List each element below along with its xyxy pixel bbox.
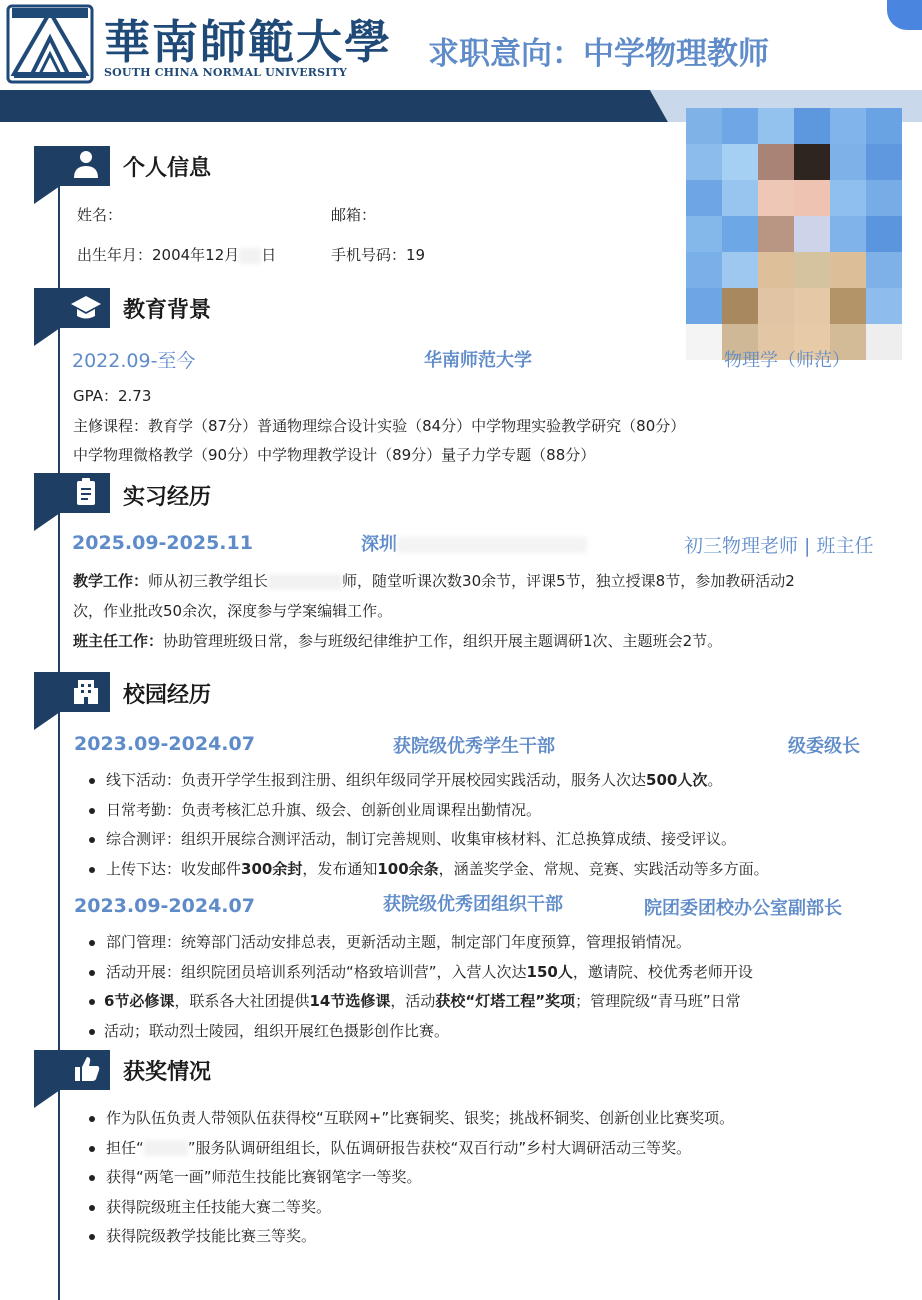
- campus-item1-role: 级委级长: [788, 736, 860, 757]
- list-item: 上传下达：收发邮件300余封，发布通知100余条，涵盖奖学金、常规、竞赛、实践活动等多方面。: [86, 855, 769, 885]
- photo-pixel: [866, 180, 902, 216]
- email-label: 邮箱：: [331, 206, 377, 224]
- photo-pixel: [758, 216, 794, 252]
- photo-pixel: [830, 288, 866, 324]
- list-item-continuation: 6节必修课，联系各大社团提供14节选修课，活动获校“灯塔工程”奖项；管理院级“青马班”日常: [86, 987, 753, 1017]
- campus-item1-date: 2023.09-2024.07: [74, 733, 255, 755]
- phone-number: 手机号码：19: [331, 246, 426, 264]
- redacted-region: [268, 574, 342, 590]
- photo-pixel: [722, 216, 758, 252]
- list-item: 获得院级班主任技能大赛二等奖。: [86, 1193, 734, 1223]
- photo-pixel: [794, 216, 830, 252]
- campus-item2-role: 院团委团校办公室副部长: [644, 898, 842, 919]
- clipboard-icon: [77, 478, 95, 505]
- photo-pixel: [866, 288, 902, 324]
- photo-pixel: [758, 288, 794, 324]
- profile-photo: [686, 108, 902, 360]
- photo-pixel: [794, 144, 830, 180]
- photo-pixel: [686, 180, 722, 216]
- photo-pixel: [866, 108, 902, 144]
- campus-item1-org: 获院级优秀学生干部: [393, 736, 555, 757]
- photo-pixel: [866, 144, 902, 180]
- list-item: 担任“ ”服务队调研组组长，队伍调研报告获校“双百行动”乡村大调研活动三等奖。: [86, 1134, 734, 1164]
- list-item: 线下活动：负责开学学生报到注册、组织年级同学开展校园实践活动，服务人次达500人次。: [86, 766, 769, 796]
- photo-pixel: [686, 324, 722, 360]
- section-title-campus: 校园经历: [123, 683, 212, 708]
- photo-pixel: [686, 252, 722, 288]
- photo-pixel: [830, 180, 866, 216]
- list-item: 日常考勤：负责考核汇总升旗、级会、创新创业周课程出勤情况。: [86, 796, 769, 826]
- photo-pixel: [722, 180, 758, 216]
- list-item: 活动开展：组织院团员培训系列活动“格致培训营”，入营人次达150人，邀请院、校优秀老师开设: [86, 958, 753, 988]
- awards-list: [86, 1104, 734, 1252]
- section-tag-internship: [34, 473, 110, 531]
- photo-pixel: [758, 144, 794, 180]
- university-logo: [6, 4, 392, 84]
- photo-pixel: [866, 216, 902, 252]
- education-gpa: GPA：2.73: [73, 387, 152, 405]
- photo-pixel: [830, 108, 866, 144]
- section-tag-campus: [34, 672, 110, 730]
- photo-pixel: [794, 108, 830, 144]
- internship-role: 初三物理老师 | 班主任: [684, 535, 874, 557]
- timeline-line: [58, 185, 60, 1300]
- photo-pixel: [686, 108, 722, 144]
- education-courses-line2: 中学物理微格教学（90分）中学物理教学设计（89分）量子力学专题（88分）: [73, 446, 596, 464]
- campus-item2-list: [86, 928, 753, 1046]
- photo-pixel: [830, 252, 866, 288]
- photo-pixel: [794, 180, 830, 216]
- photo-pixel: [794, 252, 830, 288]
- internship-place: 深圳: [361, 530, 587, 556]
- education-date: 2022.09-至今: [72, 350, 196, 372]
- section-tag-education: [34, 288, 110, 346]
- photo-pixel: [758, 108, 794, 144]
- list-item: 作为队伍负责人带领队伍获得校“互联网+”比赛铜奖、银奖；挑战杯铜奖、创新创业比赛奖项。: [86, 1104, 734, 1134]
- redacted-region: [397, 537, 587, 553]
- university-name-en: SOUTH CHINA NORMAL UNIVERSITY: [104, 66, 348, 79]
- photo-pixel: [866, 324, 902, 360]
- photo-pixel: [758, 180, 794, 216]
- list-item: 部门管理：统筹部门活动安排总表，更新活动主题，制定部门年度预算，管理报销情况。: [86, 928, 753, 958]
- job-intention: 求职意向：中学物理教师: [428, 36, 769, 72]
- education-major: 物理学（师范）: [724, 350, 850, 371]
- section-title-education: 教育背景: [123, 298, 212, 323]
- section-title-personal: 个人信息: [123, 156, 212, 181]
- redacted-region: [144, 1140, 188, 1156]
- section-title-internship: 实习经历: [123, 485, 212, 510]
- university-name-cn: 華南師範大學: [104, 15, 392, 69]
- photo-pixel: [722, 144, 758, 180]
- redacted-region: [239, 248, 261, 264]
- campus-item2-org: 获院级优秀团组织干部: [383, 894, 563, 915]
- photo-pixel: [830, 144, 866, 180]
- section-tag-awards: [34, 1050, 110, 1108]
- education-school: 华南师范大学: [424, 350, 532, 371]
- internship-date: 2025.09-2025.11: [72, 532, 253, 554]
- photo-pixel: [686, 144, 722, 180]
- photo-pixel: [722, 252, 758, 288]
- section-title-awards: 获奖情况: [123, 1060, 212, 1085]
- section-tag-personal: [34, 146, 110, 204]
- internship-teaching: 教学工作：师从初三教学组长 师，随堂听课次数30余节，评课5节，独立授课8节，参加教研活动2 次，作业批改50余次，深度参与学案编辑工作。 班主任工作：协助管理班级日常，参与班级纪律维护工作，组织开展主题调研1次、主题班会2节。: [73, 572, 795, 650]
- photo-pixel: [686, 288, 722, 324]
- photo-pixel: [866, 252, 902, 288]
- photo-pixel: [686, 216, 722, 252]
- campus-item1-list: [86, 766, 769, 884]
- photo-pixel: [722, 288, 758, 324]
- corner-decoration: [887, 0, 922, 30]
- list-item: 获得院级教学技能比赛三等奖。: [86, 1222, 734, 1252]
- photo-pixel: [830, 216, 866, 252]
- photo-pixel: [758, 252, 794, 288]
- list-item-continuation: 活动；联动烈士陵园，组织开展红色摄影创作比赛。: [86, 1017, 753, 1047]
- birth-date: 出生年月：2004年12月 日: [77, 246, 277, 264]
- university-emblem-icon: [6, 4, 94, 84]
- photo-pixel: [722, 108, 758, 144]
- campus-item2-date: 2023.09-2024.07: [74, 895, 255, 917]
- education-courses-line1: 主修课程：教育学（87分）普通物理综合设计实验（84分）中学物理实验教学研究（80分）: [73, 417, 686, 435]
- list-item: 综合测评：组织开展综合测评活动，制订完善规则、收集审核材料、汇总换算成绩、接受评议。: [86, 825, 769, 855]
- photo-pixel: [794, 288, 830, 324]
- name-label: 姓名：: [77, 206, 123, 224]
- list-item: 获得“两笔一画”师范生技能比赛钢笔字一等奖。: [86, 1163, 734, 1193]
